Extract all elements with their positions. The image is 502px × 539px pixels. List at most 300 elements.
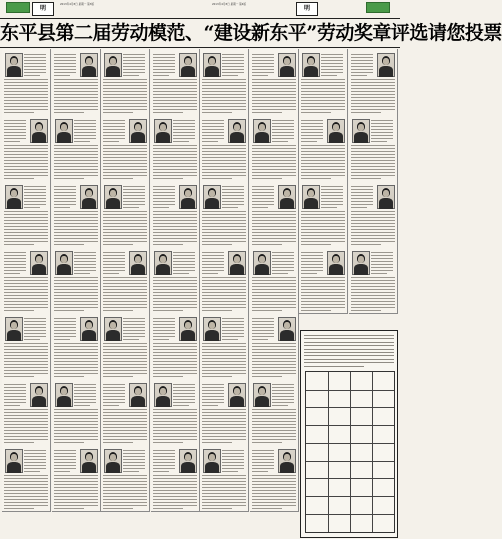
candidate-photo xyxy=(179,53,197,77)
bio-text-line xyxy=(123,339,139,340)
bio-text-line xyxy=(103,123,125,124)
bio-text-line xyxy=(74,405,90,406)
bio-text-line xyxy=(301,226,345,227)
bio-text-line xyxy=(351,109,395,110)
bio-text-line xyxy=(4,235,48,236)
bio-text-line xyxy=(4,232,48,233)
bio-text-line xyxy=(252,88,296,89)
bio-text-line xyxy=(301,232,345,233)
bio-text-line xyxy=(252,175,296,176)
bio-text-line xyxy=(54,327,76,328)
bio-text-line xyxy=(202,277,246,278)
bio-text-line xyxy=(103,229,147,230)
bio-text-line xyxy=(202,232,246,233)
bio-text-line xyxy=(103,484,147,485)
bio-text-line xyxy=(252,75,268,76)
candidate-card xyxy=(299,247,348,314)
bio-text-line xyxy=(252,307,296,308)
bio-text-line xyxy=(4,373,48,374)
bio-text-line xyxy=(202,427,246,428)
bio-text-line xyxy=(252,471,268,472)
bio-text-line xyxy=(301,151,345,152)
bio-text-line xyxy=(371,267,393,268)
bio-text-line xyxy=(252,172,296,173)
bio-text-line xyxy=(4,273,20,274)
bio-text-line xyxy=(103,267,125,268)
bio-text-line xyxy=(153,148,197,149)
bio-text-line xyxy=(301,298,345,299)
bio-text-line xyxy=(103,439,147,440)
bio-text-line xyxy=(103,138,125,139)
bio-text-line xyxy=(222,57,244,58)
bio-text-line xyxy=(351,220,395,221)
bio-text-line xyxy=(202,88,246,89)
bio-text-line xyxy=(54,85,98,86)
bio-text-line xyxy=(123,318,145,319)
bio-text-line xyxy=(371,252,393,253)
candidate-card xyxy=(200,115,249,182)
bio-text-line xyxy=(153,154,197,155)
bio-text-line xyxy=(103,166,147,167)
bio-text-line xyxy=(321,195,343,196)
candidate-card xyxy=(52,313,101,380)
bio-text-line xyxy=(351,57,373,58)
bio-text-line xyxy=(4,412,48,413)
bio-text-line xyxy=(252,349,296,350)
bio-text-line xyxy=(103,258,125,259)
bio-text-line xyxy=(54,157,98,158)
candidate-photo xyxy=(5,317,23,341)
bio-text-line xyxy=(103,424,147,425)
bio-text-line xyxy=(103,175,147,176)
bio-text-line xyxy=(202,355,246,356)
bio-text-line xyxy=(153,364,197,365)
bio-text-line xyxy=(153,223,197,224)
bio-text-line xyxy=(4,255,26,256)
bio-text-line xyxy=(54,63,76,64)
bio-text-line xyxy=(153,145,197,146)
bio-text-line xyxy=(202,412,246,413)
bio-text-line xyxy=(103,163,147,164)
bio-text-line xyxy=(54,471,70,472)
bio-text-line xyxy=(24,471,40,472)
bio-text-line xyxy=(153,217,197,218)
bio-text-line xyxy=(173,129,195,130)
bio-text-line xyxy=(74,387,96,388)
bio-text-line xyxy=(54,468,76,469)
bio-text-line xyxy=(4,508,34,509)
bio-text-line xyxy=(54,169,98,170)
bio-text-line xyxy=(4,433,48,434)
bio-text-line xyxy=(371,264,393,265)
bio-text-line xyxy=(103,235,147,236)
bio-text-line xyxy=(202,157,246,158)
bio-text-line xyxy=(252,430,296,431)
bio-text-line xyxy=(153,453,175,454)
candidate-photo xyxy=(203,185,221,209)
bio-text-line xyxy=(54,66,76,67)
bio-text-line xyxy=(103,415,147,416)
bio-text-line xyxy=(301,223,345,224)
ballot-table-column-rule xyxy=(372,372,373,532)
bio-text-line xyxy=(173,267,195,268)
candidate-photo xyxy=(278,185,296,209)
bio-text-line xyxy=(301,148,345,149)
bio-text-line xyxy=(252,409,296,410)
bio-text-line xyxy=(351,175,395,176)
candidate-photo xyxy=(278,449,296,473)
bio-text-line xyxy=(103,103,147,104)
bio-text-line xyxy=(153,186,175,187)
bio-text-line xyxy=(202,235,246,236)
bio-text-line xyxy=(54,244,84,245)
bio-text-line xyxy=(4,157,48,158)
bio-text-line xyxy=(222,186,244,187)
bio-text-line xyxy=(202,301,246,302)
bio-text-line xyxy=(252,487,296,488)
bio-text-line xyxy=(202,151,246,152)
candidate-photo xyxy=(30,383,48,407)
bio-text-line xyxy=(153,468,175,469)
bio-text-line xyxy=(4,160,48,161)
bio-text-line xyxy=(54,88,98,89)
bio-text-line xyxy=(252,418,296,419)
bio-text-line xyxy=(153,376,183,377)
bio-text-line xyxy=(351,229,395,230)
bio-text-line xyxy=(103,178,133,179)
bio-text-line xyxy=(103,370,147,371)
candidate-card xyxy=(101,181,150,248)
bio-text-line xyxy=(351,151,395,152)
bio-text-line xyxy=(54,82,98,83)
bio-text-line xyxy=(301,100,345,101)
bio-text-line xyxy=(351,235,395,236)
bio-text-line xyxy=(54,280,98,281)
bio-text-line xyxy=(272,387,294,388)
bio-text-line xyxy=(153,367,197,368)
bio-text-line xyxy=(54,304,98,305)
bio-text-line xyxy=(252,484,296,485)
bio-text-line xyxy=(252,352,296,353)
bio-text-line xyxy=(4,211,48,212)
bio-text-line xyxy=(301,166,345,167)
bio-text-line xyxy=(351,172,395,173)
bio-text-line xyxy=(4,172,48,173)
bio-text-line xyxy=(153,235,197,236)
bio-text-line xyxy=(153,66,175,67)
bio-text-line xyxy=(103,273,119,274)
bio-text-line xyxy=(321,75,337,76)
bio-text-line xyxy=(153,195,175,196)
bio-text-line xyxy=(202,178,232,179)
bio-text-line xyxy=(103,487,147,488)
candidate-card xyxy=(101,313,150,380)
bio-text-line xyxy=(222,192,244,193)
bio-text-line xyxy=(74,141,90,142)
bio-text-line xyxy=(4,154,48,155)
bio-text-line xyxy=(54,505,98,506)
bio-text-line xyxy=(202,273,218,274)
bio-text-line xyxy=(24,330,46,331)
bio-text-line xyxy=(103,244,133,245)
bio-text-line xyxy=(4,277,48,278)
bio-text-line xyxy=(252,490,296,491)
bio-text-line xyxy=(153,238,197,239)
bio-text-line xyxy=(54,198,76,199)
bio-text-line xyxy=(153,94,197,95)
candidate-card xyxy=(299,49,348,116)
candidate-photo xyxy=(203,317,221,341)
bio-text-line xyxy=(222,324,244,325)
bio-text-line xyxy=(202,258,224,259)
bio-text-line xyxy=(202,132,224,133)
bio-text-line xyxy=(153,192,175,193)
bio-text-line xyxy=(4,123,26,124)
bio-text-line xyxy=(103,349,147,350)
bio-text-line xyxy=(4,135,26,136)
bio-text-line xyxy=(54,286,98,287)
bio-text-line xyxy=(252,508,282,509)
bio-text-line xyxy=(252,112,282,113)
bio-text-line xyxy=(103,255,125,256)
bio-text-line xyxy=(103,343,147,344)
bio-text-line xyxy=(4,310,34,311)
bio-text-line xyxy=(252,241,296,242)
candidate-photo xyxy=(55,383,73,407)
candidate-card xyxy=(151,181,200,248)
bio-text-line xyxy=(74,252,96,253)
bio-text-line xyxy=(24,459,46,460)
bio-text-line xyxy=(4,502,48,503)
candidate-card xyxy=(200,49,249,116)
bio-text-line xyxy=(153,106,197,107)
bio-text-line xyxy=(54,109,98,110)
bio-text-line xyxy=(301,217,345,218)
bio-text-line xyxy=(54,370,98,371)
bio-text-line xyxy=(252,453,274,454)
bio-text-line xyxy=(153,289,197,290)
bio-text-line xyxy=(351,192,373,193)
bio-text-line xyxy=(252,169,296,170)
bio-text-line xyxy=(54,424,98,425)
bio-text-line xyxy=(301,106,345,107)
bio-text-line xyxy=(24,324,46,325)
bio-text-line xyxy=(4,175,48,176)
ballot-instruction-line xyxy=(304,355,394,356)
bio-text-line xyxy=(301,97,345,98)
bio-text-line xyxy=(272,126,294,127)
bio-text-line xyxy=(202,399,224,400)
bio-text-line xyxy=(301,109,345,110)
right-paper-name: 明 xyxy=(296,2,318,16)
bio-text-line xyxy=(153,280,197,281)
candidate-photo xyxy=(80,317,98,341)
bio-text-line xyxy=(272,120,294,121)
bio-text-line xyxy=(123,324,145,325)
bio-text-line xyxy=(173,402,195,403)
candidate-card xyxy=(101,445,150,512)
bio-text-line xyxy=(74,132,96,133)
bio-text-line xyxy=(103,496,147,497)
bio-text-line xyxy=(54,450,76,451)
bio-text-line xyxy=(252,493,296,494)
bio-text-line xyxy=(301,172,345,173)
bio-text-line xyxy=(123,201,145,202)
bio-text-line xyxy=(252,355,296,356)
bio-text-line xyxy=(321,204,343,205)
bio-text-line xyxy=(4,82,48,83)
bio-text-line xyxy=(103,283,147,284)
ballot-form xyxy=(300,330,398,538)
bio-text-line xyxy=(252,232,296,233)
bio-text-line xyxy=(103,307,147,308)
bio-text-line xyxy=(173,255,195,256)
bio-text-line xyxy=(202,373,246,374)
bio-text-line xyxy=(103,412,147,413)
bio-text-line xyxy=(153,91,197,92)
bio-text-line xyxy=(24,327,46,328)
bio-text-line xyxy=(301,138,323,139)
bio-text-line xyxy=(54,103,98,104)
bio-text-line xyxy=(252,163,296,164)
bio-text-line xyxy=(24,450,46,451)
bio-text-line xyxy=(4,399,26,400)
bio-text-line xyxy=(123,471,139,472)
bio-text-line xyxy=(153,418,197,419)
bio-text-line xyxy=(202,106,246,107)
bio-text-line xyxy=(54,496,98,497)
bio-text-line xyxy=(103,154,147,155)
bio-text-line xyxy=(4,270,26,271)
bio-text-line xyxy=(252,214,296,215)
bio-text-line xyxy=(252,475,296,476)
bio-text-line xyxy=(153,286,197,287)
bio-text-line xyxy=(301,123,323,124)
bio-text-line xyxy=(123,459,145,460)
bio-text-line xyxy=(153,343,197,344)
bio-text-line xyxy=(202,241,246,242)
bio-text-line xyxy=(202,129,224,130)
bio-text-line xyxy=(153,226,197,227)
bio-text-line xyxy=(153,478,197,479)
bio-text-line xyxy=(153,85,197,86)
bio-text-line xyxy=(54,433,98,434)
bio-text-line xyxy=(202,496,246,497)
bio-text-line xyxy=(24,201,46,202)
bio-text-line xyxy=(103,112,133,113)
bio-text-line xyxy=(4,490,48,491)
bio-text-line xyxy=(351,292,395,293)
bio-text-line xyxy=(272,132,294,133)
bio-text-line xyxy=(321,69,343,70)
bio-text-line xyxy=(252,277,296,278)
ballot-instruction-line xyxy=(304,345,394,346)
bio-text-line xyxy=(252,85,296,86)
bio-text-line xyxy=(351,169,395,170)
bio-text-line xyxy=(252,286,296,287)
bio-text-line xyxy=(272,138,294,139)
bio-text-line xyxy=(153,373,197,374)
bio-text-line xyxy=(252,238,296,239)
bio-text-line xyxy=(202,409,246,410)
bio-text-line xyxy=(103,280,147,281)
bio-text-line xyxy=(103,355,147,356)
bio-text-line xyxy=(301,141,317,142)
bio-text-line xyxy=(222,207,238,208)
bio-text-line xyxy=(54,192,76,193)
bio-text-line xyxy=(54,442,84,443)
bio-text-line xyxy=(252,283,296,284)
bio-text-line xyxy=(123,54,145,55)
bio-text-line xyxy=(301,160,345,161)
ballot-instruction-line xyxy=(304,338,394,339)
bio-text-line xyxy=(153,63,175,64)
bio-text-line xyxy=(4,178,34,179)
bio-text-line xyxy=(103,390,125,391)
left-logo-icon xyxy=(6,2,30,13)
bio-text-line xyxy=(321,63,343,64)
bio-text-line xyxy=(202,346,246,347)
bio-text-line xyxy=(54,145,98,146)
bio-text-line xyxy=(54,418,98,419)
bio-text-line xyxy=(202,286,246,287)
bio-text-line xyxy=(252,229,296,230)
candidate-card xyxy=(52,115,101,182)
bio-text-line xyxy=(202,172,246,173)
bio-text-line xyxy=(252,235,296,236)
candidate-card xyxy=(52,379,101,446)
bio-text-line xyxy=(202,421,246,422)
bio-text-line xyxy=(103,508,133,509)
bio-text-line xyxy=(103,148,147,149)
bio-text-line xyxy=(4,358,48,359)
bio-text-line xyxy=(54,94,98,95)
candidate-card xyxy=(151,49,200,116)
candidate-photo xyxy=(104,53,122,77)
candidate-card xyxy=(200,313,249,380)
bio-text-line xyxy=(54,235,98,236)
bio-text-line xyxy=(371,120,393,121)
bio-text-line xyxy=(103,120,125,121)
bio-text-line xyxy=(24,465,46,466)
candidate-photo xyxy=(80,449,98,473)
bio-text-line xyxy=(202,370,246,371)
bio-text-line xyxy=(222,66,244,67)
bio-text-line xyxy=(103,481,147,482)
candidate-photo xyxy=(278,317,296,341)
bio-text-line xyxy=(54,201,76,202)
bio-text-line xyxy=(103,304,147,305)
bio-text-line xyxy=(301,82,345,83)
bio-text-line xyxy=(222,459,244,460)
candidate-photo xyxy=(302,53,320,77)
bio-text-line xyxy=(173,261,195,262)
bio-text-line xyxy=(54,475,98,476)
bio-text-line xyxy=(301,270,323,271)
bio-text-line xyxy=(153,333,175,334)
bio-text-line xyxy=(4,145,48,146)
bio-text-line xyxy=(301,235,345,236)
bio-text-line xyxy=(103,505,147,506)
bio-text-line xyxy=(301,154,345,155)
bio-text-line xyxy=(4,244,34,245)
bio-text-line xyxy=(202,244,232,245)
bio-text-line xyxy=(153,499,197,500)
bio-text-line xyxy=(252,289,296,290)
candidate-card xyxy=(2,115,51,182)
bio-text-line xyxy=(202,223,246,224)
bio-text-line xyxy=(54,100,98,101)
